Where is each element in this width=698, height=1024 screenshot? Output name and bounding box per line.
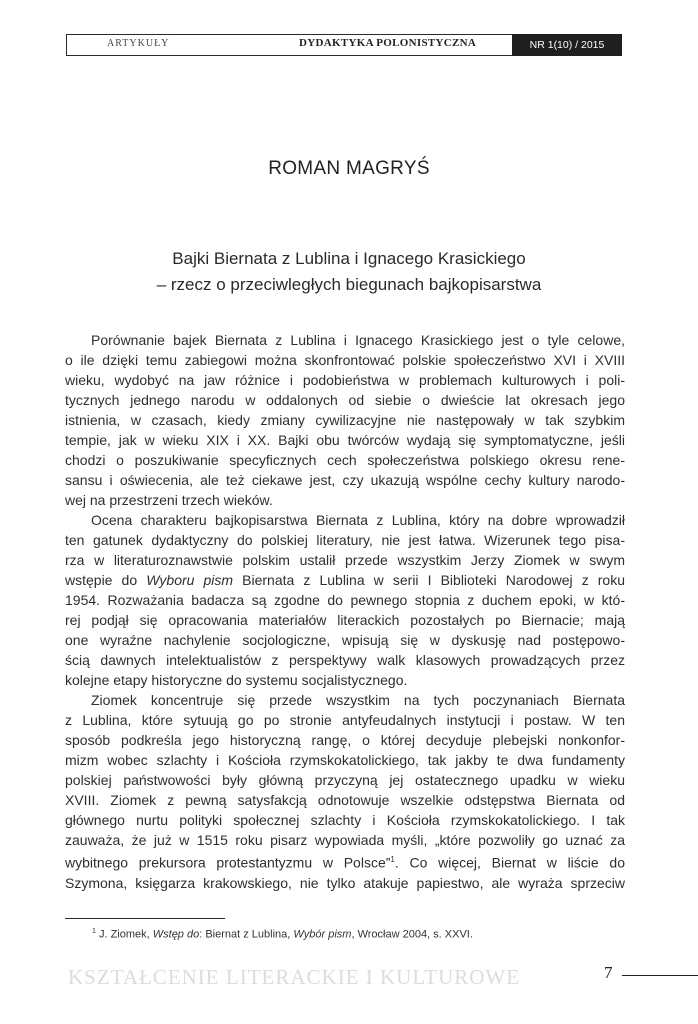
body-line: Ziomek koncentruje się przede wszystkim na tych poczynaniach Biernata [91,692,625,708]
body-line: rza w literaturoznawstwie polskim ustalił przede wszystkim Jerzy Ziomek w swym [65,552,625,568]
footnote-text: : Biernat z Lublina, [199,928,294,941]
body-line: mizm wobec szlachty i Kościoła rzymskokatolickiego, tak jakby te dwa fundamenty [65,752,625,768]
header-section: ARTYKUŁY [107,38,170,49]
body-line: tycznych jednego narodu w oddalonych od siebie o dwieście lat okresach jego [65,392,625,408]
body-line: ten gatunek dydaktyczny do polskiej literatury, nie jest łatwa. Wizerunek tego pisa- [65,532,625,548]
body-line: głównego nurtu polityki społecznej szlachty i Kościoła rzymskokatolickiego. I tak [65,812,625,828]
body-line [65,850,625,873]
body-line: one wyraźne nachylenie socjologiczne, wpisują się w dyskusję nad postępowo- [65,632,625,648]
footnote-text: , Wrocław 2004, s. XXVI. [351,928,473,941]
header-issue: NR 1(10) / 2015 [512,34,622,56]
body-line: chodzi o poszukiwanie specyficznych cech społeczeństwa polskiego okresu rene- [65,452,625,468]
footnote-number: 1 [92,928,96,935]
footnote-italic: Wybór pism [293,928,352,941]
title-line-1: Bajki Biernata z Lublina i Ignacego Krasickiego [172,249,526,268]
footer-series: KSZTAŁCENIE LITERACKIE I KULTUROWE [68,965,521,989]
body-line: sansu i oświecenia, ale też ciekawe jest, czy ukazują wspólne cechy kultury narodo- [65,472,625,488]
article-body [65,330,625,893]
running-header [66,34,622,56]
book-title-italic: Wyboru pism [146,572,234,588]
footnote-ref[interactable]: 1 [390,855,395,864]
body-text-run: wstępie do [65,572,147,588]
body-line: 1954. Rozważania badacza są zgodne do pewnego stopnia z duchem epoki, w któ- [65,592,625,608]
body-line: z Lublina, które sytuują go po stronie antyfeudalnych instytucji i postaw. W ten [65,712,625,728]
footnote-text: J. Ziomek, [95,928,153,941]
body-line: tempie, jak w wieku XIX i XX. Bajki obu twórców wydają się symptomatyczne, jeśli [65,432,625,448]
body-line: istnienia, w czasach, kiedy zmiany cywilizacyjne nie następowały w tak szybkim [65,412,625,428]
body-line: wieku, wydobyć na jaw różnice i podobieństwa w problemach kulturowych i poli- [65,372,625,388]
footnote [92,928,473,941]
body-line: ścią dawnych intelektualistów z perspektywy walk klasowych prowadzących przez [65,652,625,668]
body-line: wej na przestrzeni trzech wieków. [65,492,273,508]
body-text-run: wybitnego prekursora protestantyzmu w Polsce” [65,854,391,871]
body-line: Porównanie bajek Biernata z Lublina i Ignacego Krasickiego jest o tyle celowe, [91,332,625,348]
author-name: ROMAN MAGRYŚ [268,158,430,179]
body-line: o ile dzięki temu zabiegowi można skonfrontować polskie społeczeństwo XVI i XVIII [65,352,625,368]
body-line: XVIII. Ziomek z pewną satysfakcją odnotowuje wszelkie odstępstwa Biernata od [65,792,625,808]
header-journal: DYDAKTYKA POLONISTYCZNA [299,37,477,49]
body-line [65,570,625,590]
article-title [0,246,698,298]
page-number-rule [622,975,698,976]
body-line: rej podjął się opracowania materiałów literackich pozostałych po Biernacie; mają [65,612,625,628]
body-text-run: . Co więcej, Biernat w liście do [394,854,625,871]
footnote-italic: Wstęp do [152,928,200,941]
body-line: zauważa, że już w 1515 roku pisarz wypowiada myśli, „które pozwoliły go uznać za [65,832,625,848]
body-line: Ocena charakteru bajkopisarstwa Biernata z Lublina, który na dobre wprowadził [91,512,625,528]
body-line: kolejne etapy historyczne do systemu socjalistycznego. [65,672,408,688]
body-text-run: Biernata z Lublina w serii I Biblioteki Narodowej z roku [233,572,625,588]
body-line: Szymona, księgarza krakowskiego, nie tylko atakuje papiestwo, ale wyraża sprzeciw [65,874,625,891]
footnote-divider [65,918,225,919]
body-line: sposób podkreśla jego historyczną rangę, o której decyduje plebejski nonkonfor- [65,732,625,748]
page-number: 7 [604,963,613,982]
title-line-2: – rzecz o przeciwległych biegunach bajkopisarstwa [156,275,542,294]
body-line: polskiej państwowości były główną przyczyną jej ostatecznego upadku w wieku [65,772,625,788]
